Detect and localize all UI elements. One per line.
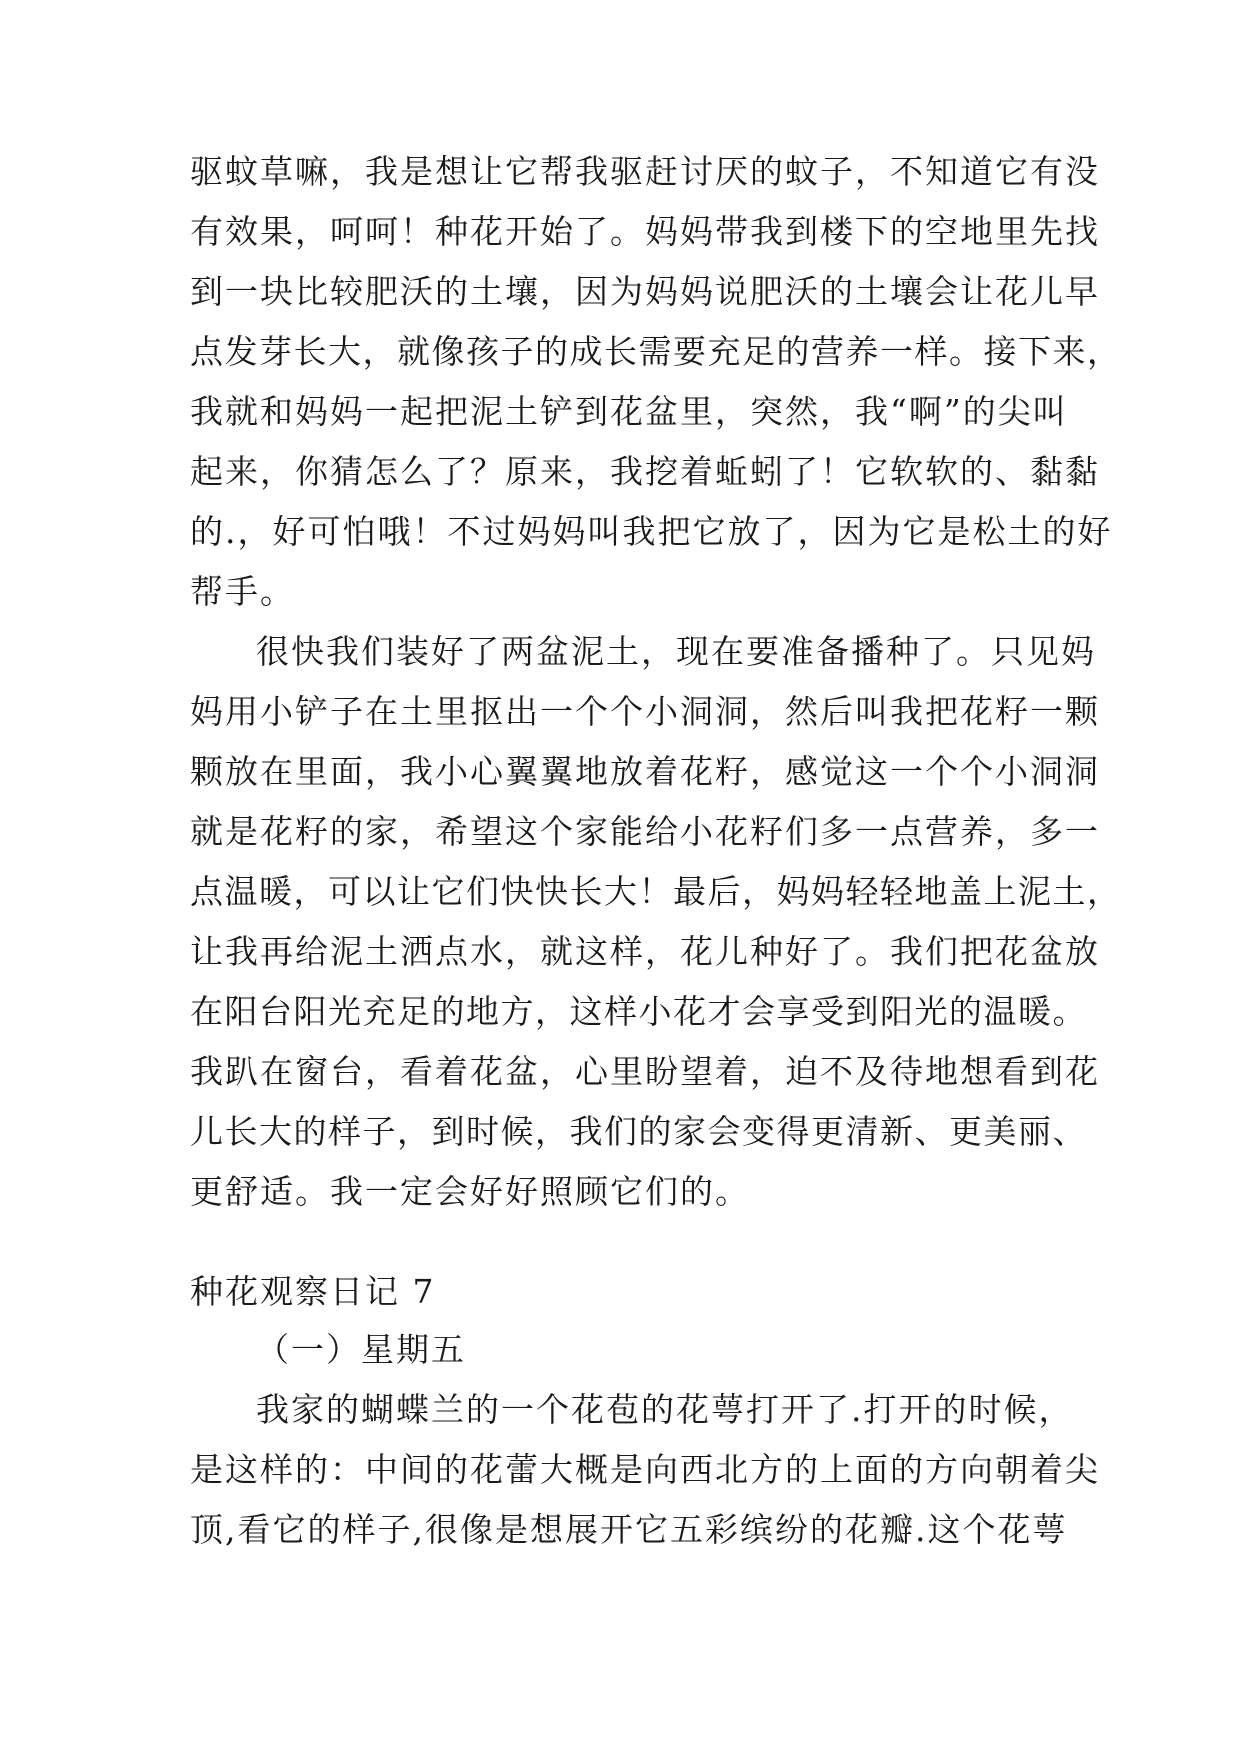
text-line: 驱蚊草嘛，我是想让它帮我驱赶讨厌的蚊子，不知道它有没 — [190, 152, 1100, 191]
text-line: 更舒适。我一定会好好照顾它们的。 — [190, 1172, 750, 1211]
text-line: 点发芽长大，就像孩子的成长需要充足的营养一样。接下来， — [190, 332, 1122, 371]
text-line: 帮手。 — [190, 572, 295, 611]
text-line: 起来，你猜怎么了？原来，我挖着蚯蚓了！它软软的、黏黏 — [190, 452, 1100, 491]
text-line: 在阳台阳光充足的地方，这样小花才会享受到阳光的温暖。 — [190, 992, 1087, 1031]
subheading: （一）星期五 — [256, 1330, 466, 1369]
text-line: 顶,看它的样子,很像是想展开它五彩缤纷的花瓣.这个花萼 — [190, 1510, 1068, 1549]
text-line: 到一块比较肥沃的土壤，因为妈妈说肥沃的土壤会让花儿早 — [190, 272, 1100, 311]
text-line: 儿长大的样子，到时候，我们的家会变得更清新、更美丽、 — [190, 1112, 1087, 1151]
text-line: 的.，好可怕哦！不过妈妈叫我把它放了，因为它是松土的好 — [190, 512, 1113, 551]
text-line: 颗放在里面，我小心翼翼地放着花籽，感觉这一个个小洞洞 — [190, 752, 1100, 791]
section-title: 种花观察日记 7 — [190, 1272, 436, 1311]
text-line: 很快我们装好了两盆泥土，现在要准备播种了。只见妈 — [256, 632, 1096, 671]
text-line: 是这样的：中间的花蕾大概是向西北方的上面的方向朝着尖 — [190, 1450, 1100, 1489]
text-line: 有效果，呵呵！种花开始了。妈妈带我到楼下的空地里先找 — [190, 212, 1100, 251]
text-line: 妈用小铲子在土里抠出一个个小洞洞，然后叫我把花籽一颗 — [190, 692, 1100, 731]
text-line: 点温暖，可以让它们快快长大！最后，妈妈轻轻地盖上泥土， — [190, 872, 1122, 911]
text-line: 我趴在窗台，看着花盆，心里盼望着，迫不及待地想看到花 — [190, 1052, 1100, 1091]
text-line: 让我再给泥土洒点水，就这样，花儿种好了。我们把花盆放 — [190, 932, 1100, 971]
text-line: 我家的蝴蝶兰的一个花苞的花萼打开了.打开的时候， — [256, 1390, 1074, 1429]
text-line: 我就和妈妈一起把泥土铲到花盆里，突然，我“啊”的尖叫 — [190, 392, 1068, 431]
text-line: 就是花籽的家，希望这个家能给小花籽们多一点营养，多一 — [190, 812, 1100, 851]
